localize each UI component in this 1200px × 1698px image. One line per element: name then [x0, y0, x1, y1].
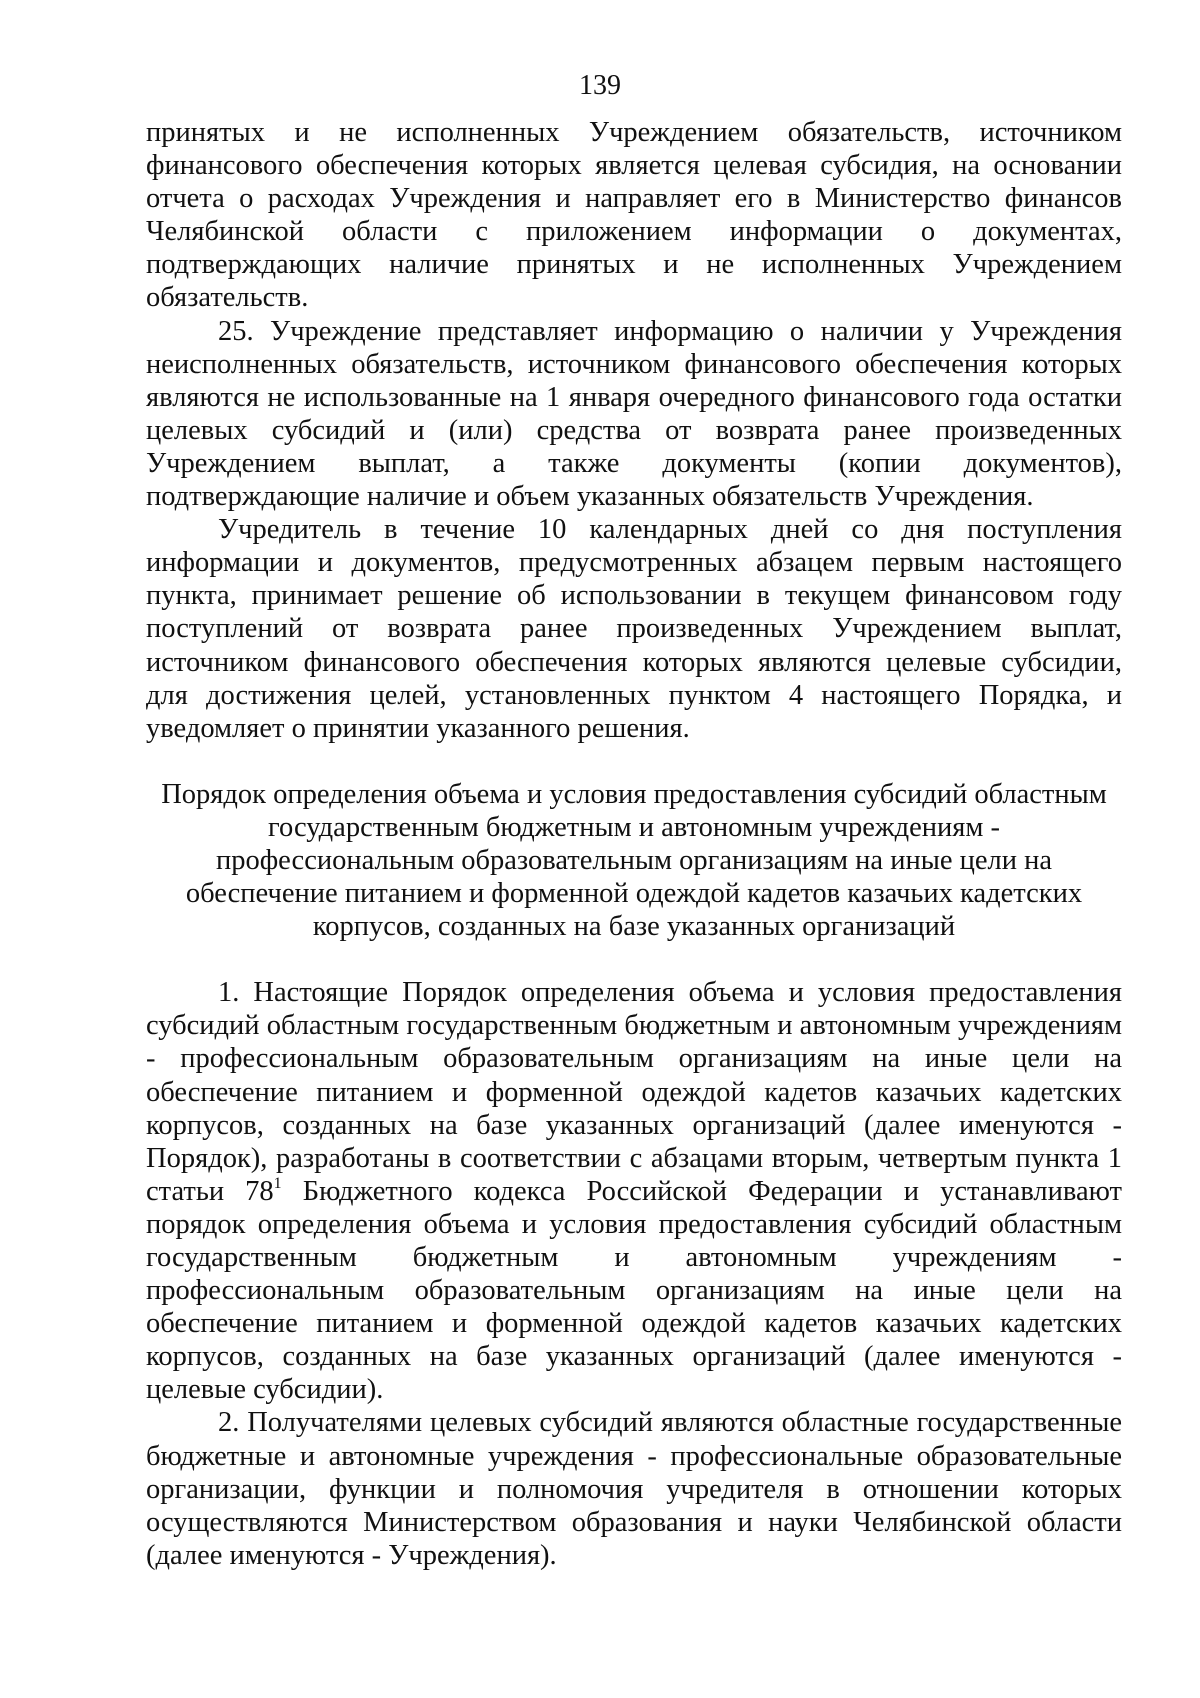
- paragraph-point-2: 2. Получателями целевых субсидий являются областные государственные бюджетные и автономные учреждения - профессиональные образовательные организации, функции и полномочия учредителя в отношении которых осуществляются Министерством образования и науки Челябинской области (далее именуются - Учреждения).: [146, 1407, 1122, 1571]
- paragraph-continuation: принятых и не исполненных Учреждением обязательств, источником финансового обеспечения которых является целевая субсидия, на основании отчета о расходах Учреждения и направляет его в Министерство финансов Челябинской области с приложением информации о документах, подтверждающих наличие принятых и не исполненных Учреждением обязательств.: [146, 117, 1122, 314]
- paragraph-point-1: [146, 976, 1122, 1406]
- point-1-text-end: Бюджетного кодекса Российской Федерации и устанавливают порядок определения объема и условия предоставления субсидий областным государственным бюджетным и автономным учреждениям - профессиональным образовательным организациям на иные цели на обеспечение питанием и форменной одеждой кадетов казачьих кадетских корпусов, созданных на базе указанных организаций (далее именуются - целевые субсидии).: [146, 1175, 1122, 1406]
- section-title: Порядок определения объема и условия предоставления субсидий областным государственным бюджетным и автономным учреждениям - профессиональным образовательным организациям на иные цели на обеспечение питанием и форменной одеждой кадетов казачьих кадетских корпусов, созданных на базе указанных организаций: [161, 778, 1107, 943]
- document-body: [146, 116, 1122, 1572]
- point-1-text-start: 1. Настоящие Порядок определения объема и условия предоставления субсидий областным государственным бюджетным и автономным учреждениям - профессиональным образовательным организациям на иные цели на обеспечение питанием и форменной одеждой кадетов казачьих кадетских корпусов, созданных на базе указанных организаций (далее именуются - Порядок), разработаны в соответствии с абзацами вторым, четвертым пункта 1 статьи 78: [146, 977, 1122, 1207]
- page-number: 139: [579, 70, 621, 101]
- paragraph-point-25: 25. Учреждение представляет информацию о наличии у Учреждения неисполненных обязательств, источником финансового обеспечения которых являются не использованные на 1 января очередного финансового года остатки целевых субсидий и (или) средства от возврата ранее произведенных Учреждением выплат, а также документы (копии документов), подтверждающие наличие и объем указанных обязательств Учреждения.: [146, 315, 1122, 513]
- paragraph-founder-decision: Учредитель в течение 10 календарных дней со дня поступления информации и документов, предусмотренных абзацем первым настоящего пункта, принимает решение об использовании в текущем финансовом году поступлений от возврата ранее произведенных Учреждением выплат, источником финансового обеспечения которых являются целевые субсидии, для достижения целей, установленных пунктом 4 настоящего Порядка, и уведомляет о принятии указанного решения.: [146, 514, 1122, 744]
- article-superscript: 1: [273, 1174, 282, 1192]
